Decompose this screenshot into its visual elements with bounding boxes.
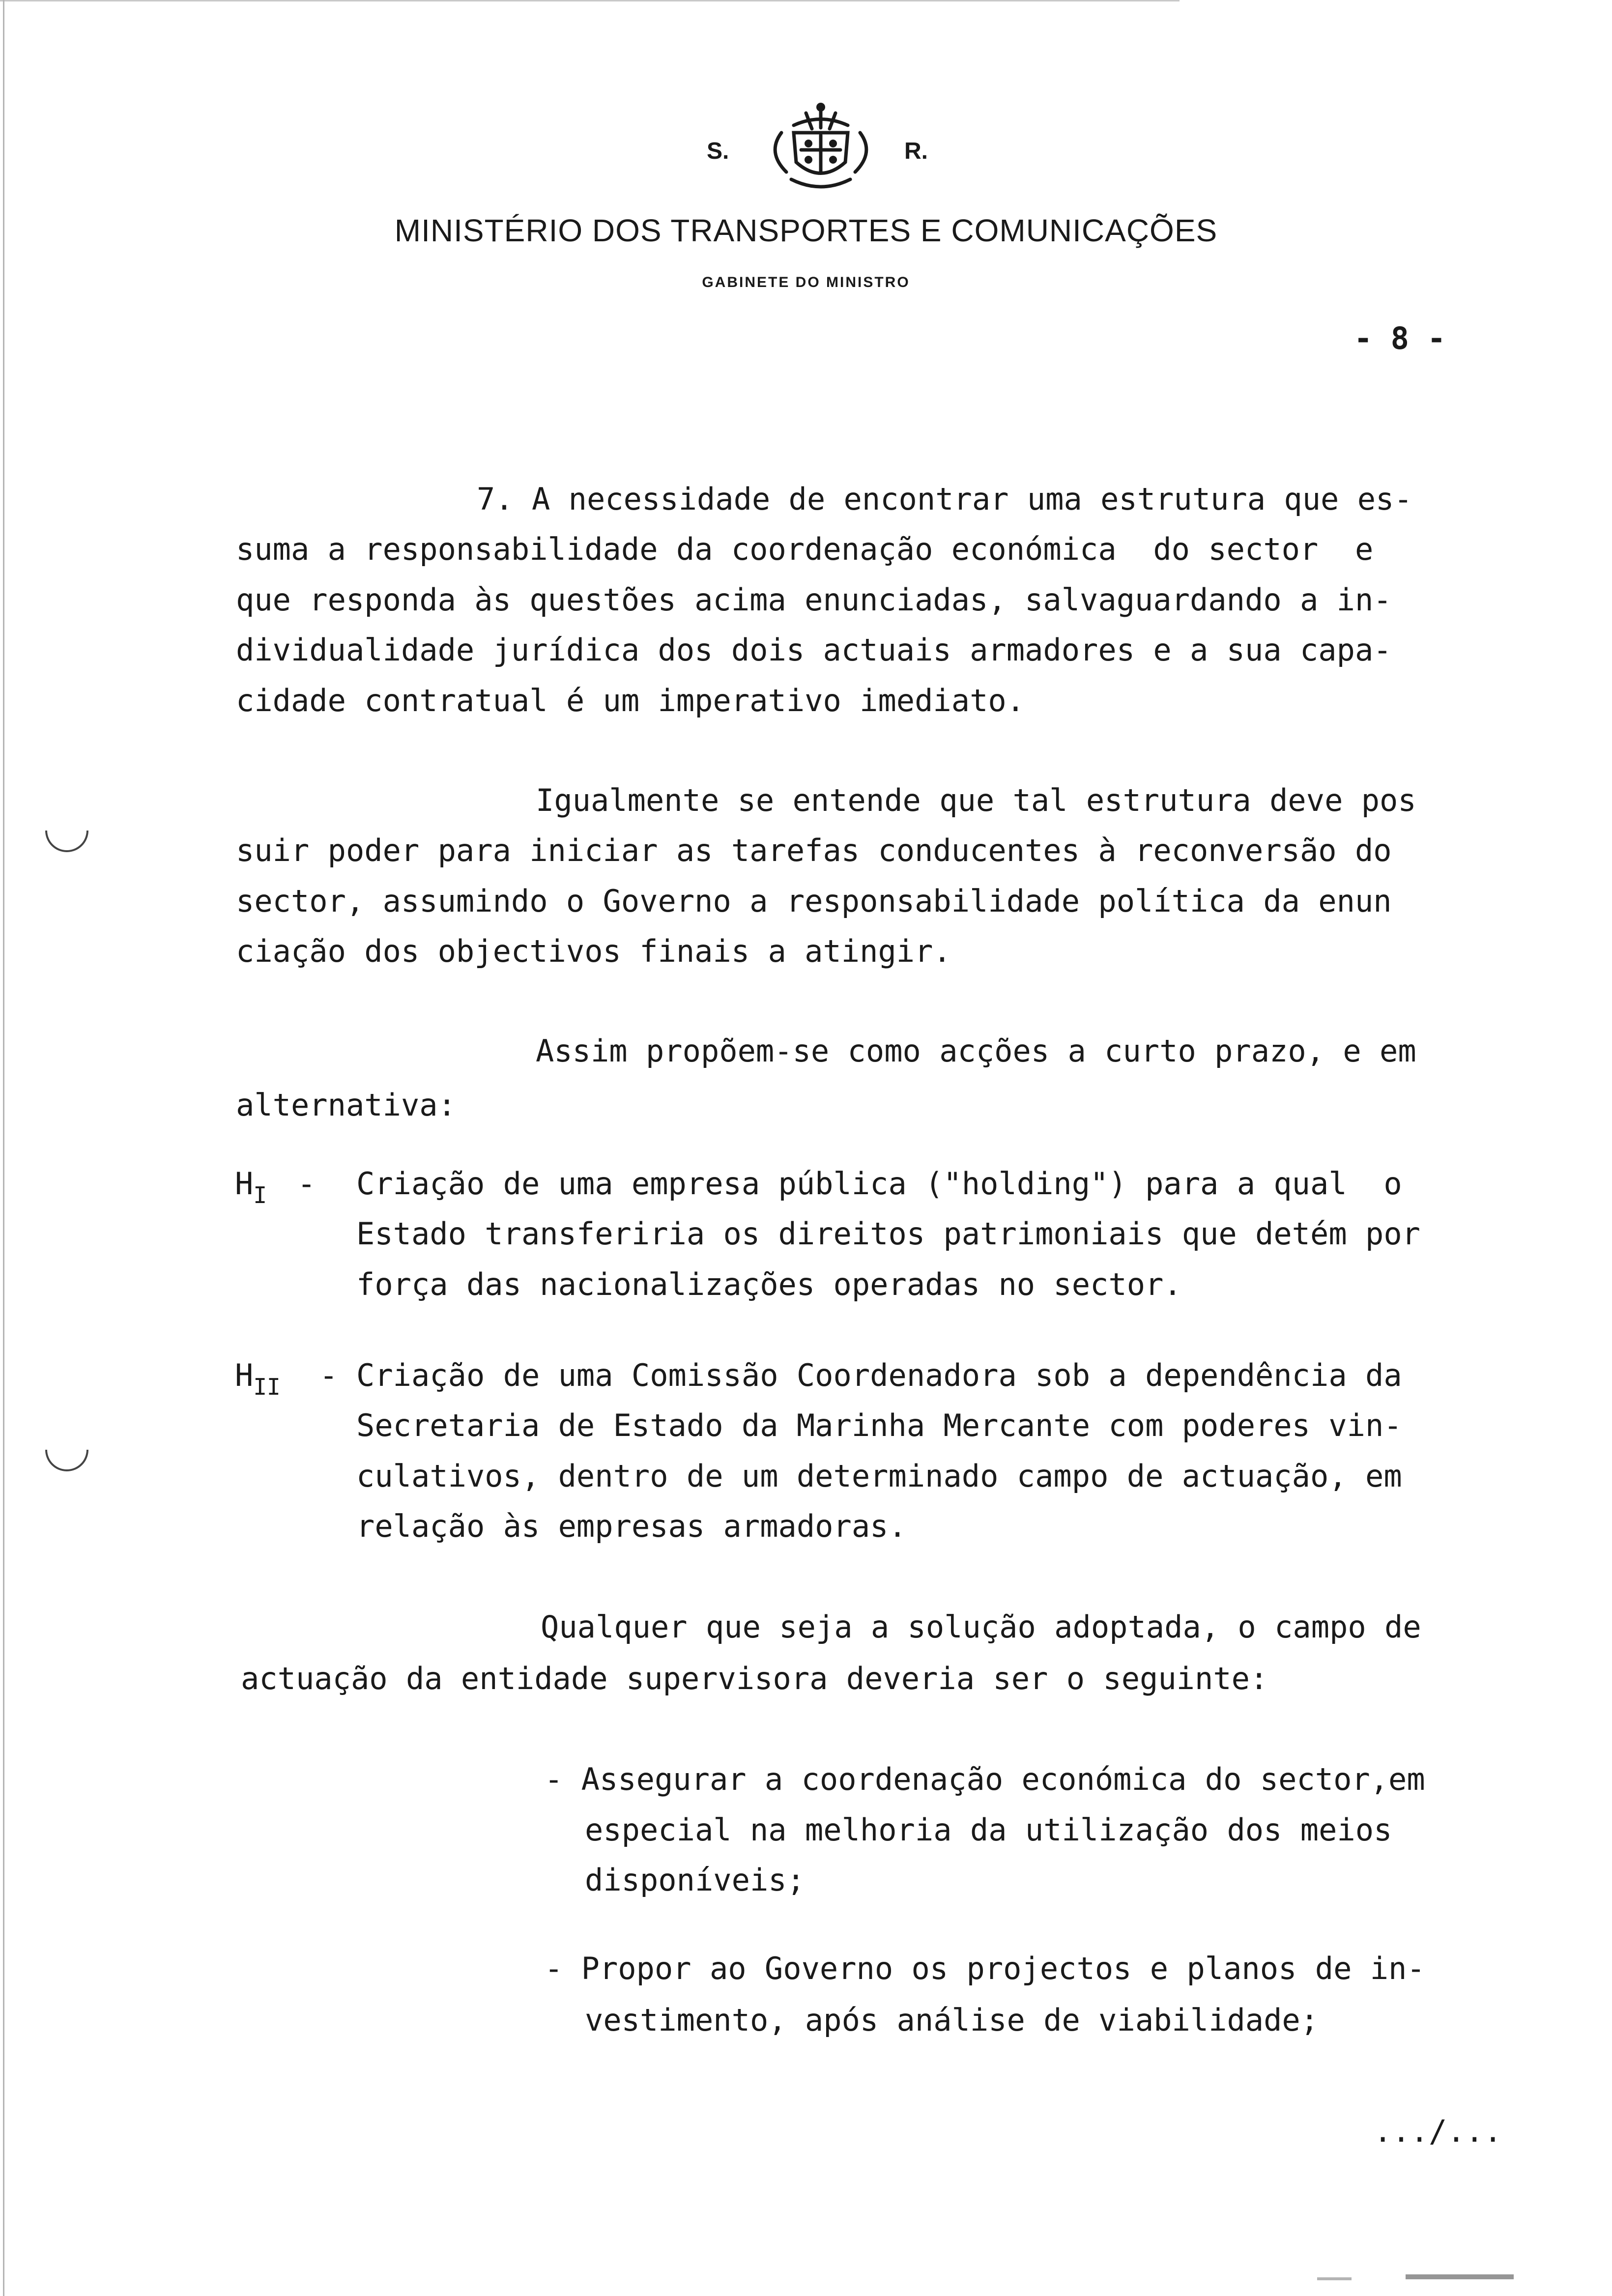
coat-of-arms-icon bbox=[747, 98, 894, 197]
hypothesis-2-label: $H_{II}$ bbox=[235, 1357, 281, 1400]
paragraph-2-line: Igualmente se entende que tal estrutura deve pos bbox=[536, 782, 1416, 818]
hypothesis-1-line: força das nacionalizações operadas no sector. bbox=[356, 1266, 1182, 1302]
hypothesis-2-line: relação às empresas armadoras. bbox=[356, 1508, 907, 1544]
paragraph-2-line: sector, assumindo o Governo a responsabilidade política da enun bbox=[236, 883, 1392, 919]
hypothesis-1-line: Criação de uma empresa pública ("holding") para a qual o bbox=[356, 1166, 1402, 1202]
scan-top-edge bbox=[0, 0, 1180, 1]
paragraph-4-line: actuação da entidade supervisora deveria ser o seguinte: bbox=[241, 1661, 1268, 1696]
paragraph-1-line: que responda às questões acima enunciadas, salvaguardando a in- bbox=[236, 582, 1392, 618]
paragraph-2-line: ciação dos objectivos finais a atingir. bbox=[236, 933, 951, 969]
hypothesis-1-label: $H_I$ bbox=[235, 1166, 267, 1208]
paragraph-3-line: Assim propõem-se como acções a curto prazo, e em bbox=[536, 1033, 1416, 1069]
hypothesis-2-line: culativos, dentro de um determinado campo de actuação, em bbox=[356, 1458, 1402, 1494]
paragraph-3-line: alternativa: bbox=[236, 1087, 456, 1123]
letterhead-seal bbox=[698, 98, 944, 206]
paragraph-1-line: 7. A necessidade de encontrar uma estrutura que es- bbox=[477, 481, 1412, 517]
scan-left-edge bbox=[3, 0, 4, 2296]
paragraph-1-line: cidade contratual é um imperativo imediato. bbox=[236, 683, 1025, 718]
ministry-title: MINISTÉRIO DOS TRANSPORTES E COMUNICAÇÕES bbox=[394, 213, 1218, 248]
scan-smear bbox=[1317, 2277, 1352, 2280]
scan-smear bbox=[1406, 2274, 1514, 2279]
bullet-2-line: vestimento, após análise de viabilidade; bbox=[585, 2002, 1319, 2038]
punch-hole-mark bbox=[45, 1450, 88, 1471]
hypothesis-2-line: Secretaria de Estado da Marinha Mercante com poderes vin- bbox=[356, 1407, 1402, 1443]
hypothesis-2-line: Criação de uma Comissão Coordenadora sob a dependência da bbox=[356, 1357, 1402, 1393]
page-number: - 8 - bbox=[1354, 320, 1446, 356]
paragraph-1-line: suma a responsabilidade da coordenação económica do sector e bbox=[236, 531, 1374, 567]
bullet-1-line: disponíveis; bbox=[585, 1862, 805, 1898]
hypothesis-1-line: Estado transferiria os direitos patrimoniais que detém por bbox=[356, 1216, 1420, 1252]
cabinet-subtitle: GABINETE DO MINISTRO bbox=[702, 274, 910, 290]
seal-letter-s: S. bbox=[707, 138, 729, 164]
seal-letter-r: R. bbox=[904, 138, 928, 164]
paragraph-4-line: Qualquer que seja a solução adoptada, o campo de bbox=[541, 1609, 1421, 1645]
paragraph-1-line: dividualidade jurídica dos dois actuais armadores e a sua capa- bbox=[236, 632, 1392, 668]
bullet-2-line: - Propor ao Governo os projectos e planos de in- bbox=[545, 1951, 1425, 1986]
bullet-1-line: especial na melhoria da utilização dos meios bbox=[585, 1812, 1392, 1848]
hypothesis-1-dash: - bbox=[297, 1166, 316, 1202]
continuation-mark: .../... bbox=[1374, 2113, 1502, 2149]
punch-hole-mark bbox=[45, 831, 88, 852]
paragraph-2-line: suir poder para iniciar as tarefas conducentes à reconversão do bbox=[236, 832, 1392, 868]
hypothesis-2-dash: - bbox=[319, 1357, 338, 1393]
bullet-1-line: - Assegurar a coordenação económica do sector,em bbox=[545, 1761, 1425, 1797]
